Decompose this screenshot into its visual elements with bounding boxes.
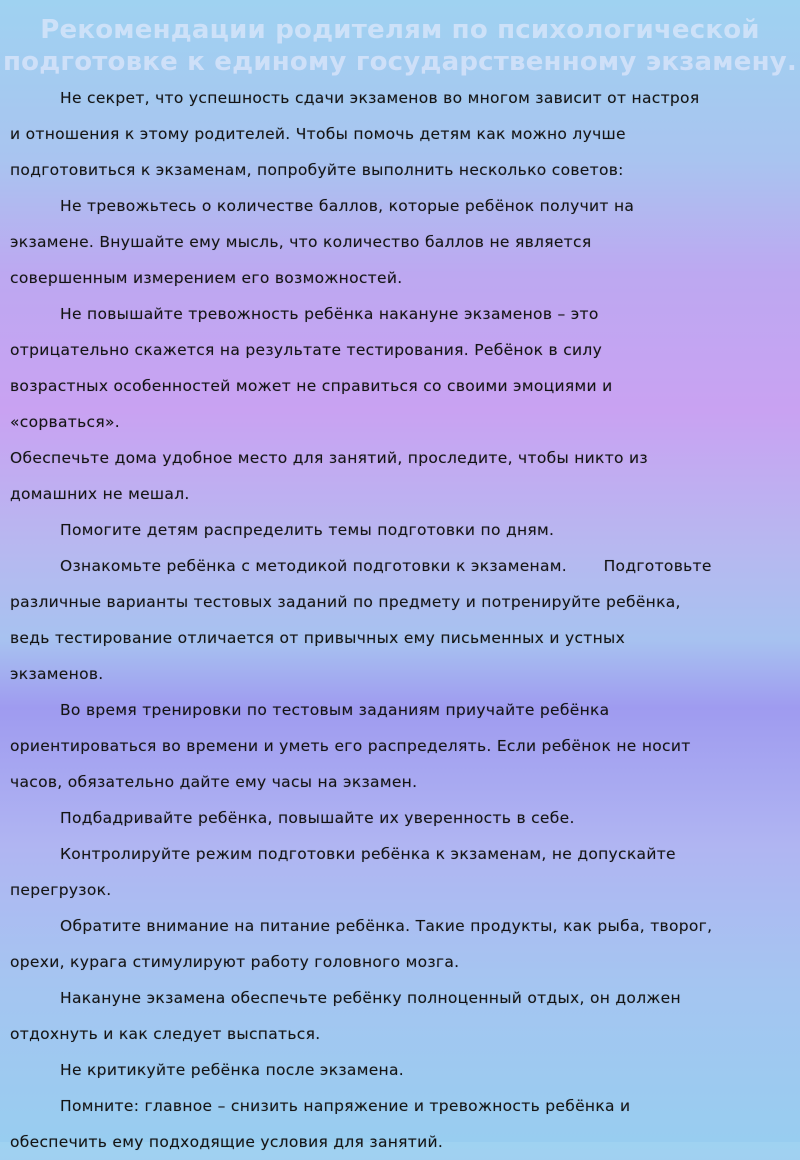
text-line: ведь тестирование отличается от привычных ему письменных и устных <box>10 629 626 647</box>
text-line: Помогите детям распределить темы подготовки по дням. <box>60 521 555 539</box>
text-line: Не тревожьтесь о количестве баллов, которые ребёнок получит на <box>60 197 635 215</box>
text-line: отрицательно скажется на результате тестирования. Ребёнок в силу <box>10 341 603 359</box>
text-line: отдохнуть и как следует выспаться. <box>10 1025 321 1043</box>
text-line: экзаменов. <box>10 665 104 683</box>
text-line: возрастных особенностей может не справиться со своими эмоциями и <box>10 377 613 395</box>
text-line: различные варианты тестовых заданий по предмету и потренируйте ребёнка, <box>10 593 681 611</box>
text-line: «сорваться». <box>10 413 120 431</box>
text-line: Не критикуйте ребёнка после экзамена. <box>60 1061 404 1079</box>
text-line: домашних не мешал. <box>10 485 190 503</box>
text-line: и отношения к этому родителей. Чтобы помочь детям как можно лучше <box>10 125 626 143</box>
page-title <box>0 14 800 78</box>
text-line: Ознакомьте ребёнка с методикой подготовки к экзаменам. Подготовьте <box>60 557 712 575</box>
title-line: Рекомендации родителям по психологической <box>40 15 760 45</box>
text-line: подготовиться к экзаменам, попробуйте выполнить несколько советов: <box>10 161 624 179</box>
text-line: экзамене. Внушайте ему мысль, что количество баллов не является <box>10 233 592 251</box>
text-line: Обеспечьте дома удобное место для занятий, проследите, чтобы никто из <box>10 449 648 467</box>
text-line: Накануне экзамена обеспечьте ребёнку полноценный отдых, он должен <box>60 989 681 1007</box>
text-line: Во время тренировки по тестовым заданиям приучайте ребёнка <box>60 701 610 719</box>
text-line: Не секрет, что успешность сдачи экзаменов во многом зависит от настроя <box>60 89 700 107</box>
text-line: перегрузок. <box>10 881 112 899</box>
text-line: орехи, курага стимулируют работу головного мозга. <box>10 953 460 971</box>
text-line: Подбадривайте ребёнка, повышайте их уверенность в себе. <box>60 809 575 827</box>
text-line: обеспечить ему подходящие условия для занятий. <box>10 1133 444 1151</box>
text-line: совершенным измерением его возможностей. <box>10 269 403 287</box>
text-line: ориентироваться во времени и уметь его распределять. Если ребёнок не носит <box>10 737 691 755</box>
document-body <box>10 80 790 1160</box>
text-line: Не повышайте тревожность ребёнка накануне экзаменов – это <box>60 305 599 323</box>
title-line: подготовке к единому государственному экзамену. <box>3 47 797 77</box>
text-line: часов, обязательно дайте ему часы на экзамен. <box>10 773 418 791</box>
text-line: Контролируйте режим подготовки ребёнка к экзаменам, не допускайте <box>60 845 676 863</box>
text-line: Обратите внимание на питание ребёнка. Такие продукты, как рыба, творог, <box>60 917 713 935</box>
text-line: Помните: главное – снизить напряжение и тревожность ребёнка и <box>60 1097 631 1115</box>
